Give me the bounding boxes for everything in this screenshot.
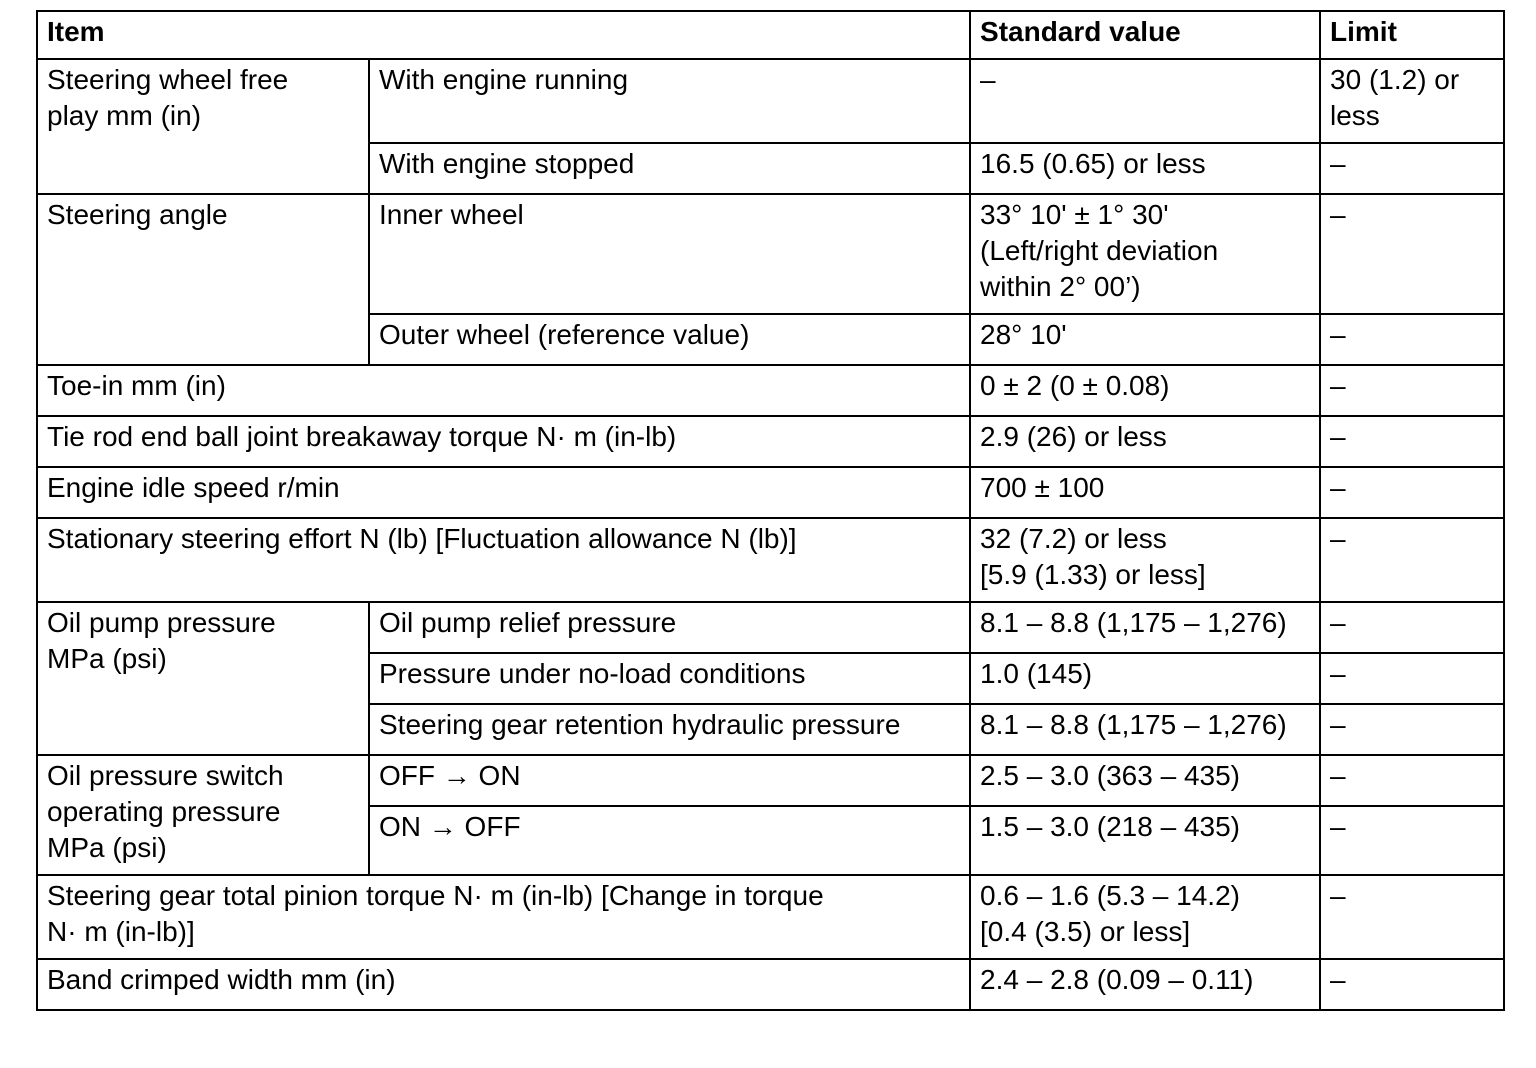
header-item: Item: [37, 11, 970, 59]
table-row: [37, 518, 1504, 602]
table-row: [37, 365, 1504, 416]
standard-text: 33° 10' ± 1° 30': [980, 199, 1169, 230]
item-cell: Engine idle speed r/min: [37, 467, 970, 518]
limit-cell: –: [1320, 467, 1504, 518]
standard-value-cell: 2.4 – 2.8 (0.09 – 0.11): [970, 959, 1320, 1010]
item-text: operating pressure: [47, 796, 281, 827]
standard-value-cell: 1.0 (145): [970, 653, 1320, 704]
limit-cell: –: [1320, 365, 1504, 416]
table-row: [37, 875, 1504, 959]
limit-cell: –: [1320, 143, 1504, 194]
item-cell: [37, 755, 369, 875]
standard-value-cell: –: [970, 59, 1320, 143]
standard-value-cell: 8.1 – 8.8 (1,175 – 1,276): [970, 602, 1320, 653]
standard-value-cell: 700 ± 100: [970, 467, 1320, 518]
standard-value-cell: 8.1 – 8.8 (1,175 – 1,276): [970, 704, 1320, 755]
standard-value-cell: 2.5 – 3.0 (363 – 435): [970, 755, 1320, 806]
standard-text: within 2° 00’): [980, 271, 1141, 302]
limit-cell: –: [1320, 314, 1504, 365]
item-cell: [37, 602, 369, 755]
limit-cell: –: [1320, 194, 1504, 314]
limit-cell: –: [1320, 959, 1504, 1010]
limit-cell: –: [1320, 704, 1504, 755]
condition-cell: Inner wheel: [369, 194, 970, 314]
table-row: [37, 602, 1504, 653]
header-standard-value: Standard value: [970, 11, 1320, 59]
condition-cell: ON → OFF: [369, 806, 970, 875]
standard-text: [0.4 (3.5) or less]: [980, 916, 1191, 947]
item-cell: Band crimped width mm (in): [37, 959, 970, 1010]
limit-text: 30 (1.2) or: [1330, 64, 1460, 95]
standard-text: (Left/right deviation: [980, 235, 1219, 266]
table-row: [37, 194, 1504, 314]
header-row: [37, 11, 1504, 59]
standard-text: 0.6 – 1.6 (5.3 – 14.2): [980, 880, 1240, 911]
limit-cell: –: [1320, 653, 1504, 704]
standard-text: [5.9 (1.33) or less]: [980, 559, 1206, 590]
standard-value-cell: 2.9 (26) or less: [970, 416, 1320, 467]
condition-cell: Oil pump relief pressure: [369, 602, 970, 653]
condition-cell: OFF → ON: [369, 755, 970, 806]
limit-cell: –: [1320, 602, 1504, 653]
item-text: play mm (in): [47, 100, 202, 131]
header-limit: Limit: [1320, 11, 1504, 59]
condition-cell: With engine stopped: [369, 143, 970, 194]
limit-cell: –: [1320, 755, 1504, 806]
condition-cell: Outer wheel (reference value): [369, 314, 970, 365]
item-text: Oil pressure switch: [47, 760, 284, 791]
item-text: N· m (in-lb)]: [47, 916, 195, 947]
standard-value-cell: 1.5 – 3.0 (218 – 435): [970, 806, 1320, 875]
standard-value-cell: 28° 10': [970, 314, 1320, 365]
table-row: [37, 416, 1504, 467]
limit-cell: –: [1320, 416, 1504, 467]
item-text: Oil pump pressure: [47, 607, 276, 638]
standard-text: 32 (7.2) or less: [980, 523, 1167, 554]
limit-cell: –: [1320, 806, 1504, 875]
condition-cell: With engine running: [369, 59, 970, 143]
item-text: MPa (psi): [47, 832, 167, 863]
limit-cell: –: [1320, 518, 1504, 602]
condition-cell: Pressure under no-load conditions: [369, 653, 970, 704]
condition-cell: Steering gear retention hydraulic pressure: [369, 704, 970, 755]
standard-value-cell: 0 ± 2 (0 ± 0.08): [970, 365, 1320, 416]
item-cell: Stationary steering effort N (lb) [Fluctuation allowance N (lb)]: [37, 518, 970, 602]
table-row: [37, 467, 1504, 518]
item-cell: Tie rod end ball joint breakaway torque N· m (in-lb): [37, 416, 970, 467]
item-cell: Steering angle: [37, 194, 369, 365]
item-cell: Toe-in mm (in): [37, 365, 970, 416]
limit-text: less: [1330, 100, 1380, 131]
standard-value-cell: [970, 194, 1320, 314]
item-text: MPa (psi): [47, 643, 167, 674]
item-cell: [37, 59, 369, 194]
standard-value-cell: [970, 875, 1320, 959]
standard-value-cell: 16.5 (0.65) or less: [970, 143, 1320, 194]
table-row: [37, 755, 1504, 806]
table-row: [37, 59, 1504, 143]
standard-value-cell: [970, 518, 1320, 602]
item-text: Steering wheel free: [47, 64, 289, 95]
specification-table: [36, 10, 1505, 1011]
table-row: [37, 959, 1504, 1010]
limit-cell: –: [1320, 875, 1504, 959]
item-text: Steering gear total pinion torque N· m (in-lb) [Change in torque: [47, 880, 824, 911]
item-cell: [37, 875, 970, 959]
limit-cell: [1320, 59, 1504, 143]
